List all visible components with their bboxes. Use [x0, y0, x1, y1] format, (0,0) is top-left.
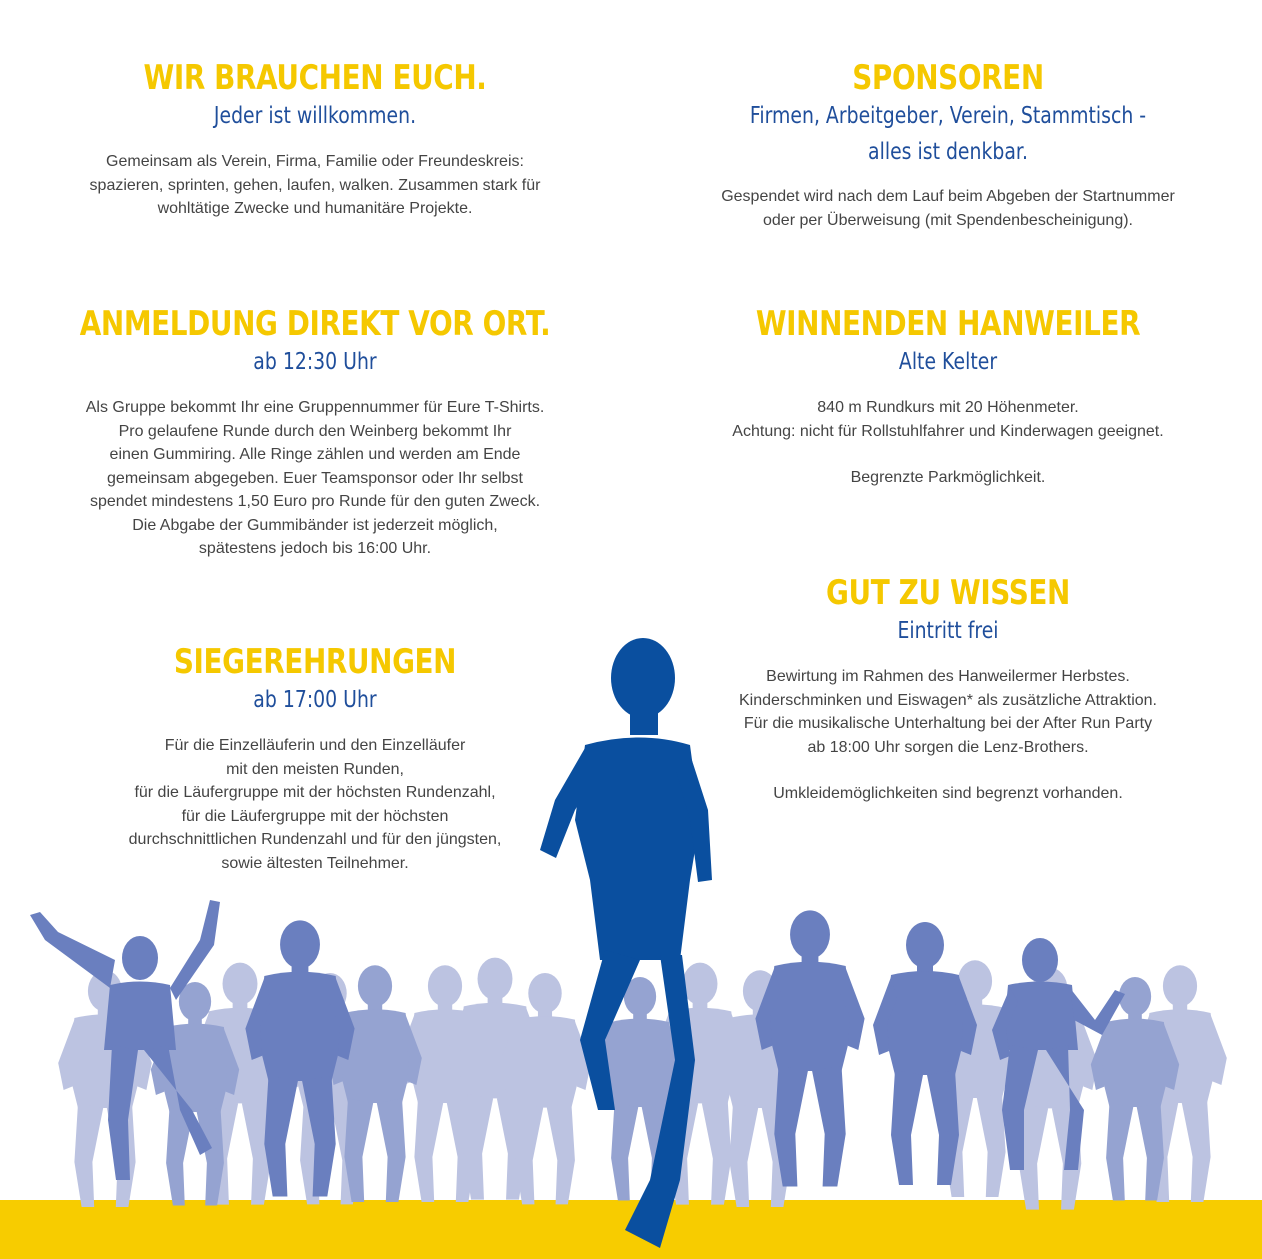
- section-sponsoren: [648, 58, 1248, 232]
- section-body: Gemeinsam als Verein, Firma, Familie oder Freundeskreis: spazieren, sprinten, gehen, laufen, walken. Zusammen stark für wohltätige Zwecke und humanitäre Projekte.: [89, 153, 541, 217]
- section-body: Für die Einzelläuferin und den Einzelläufer mit den meisten Runden, für die Läufergruppe mit der höchsten Rundenzahl, für die Läufergruppe mit der höchsten durchschnittlichen Rundenzahl und für den jüngsten, sowie ältesten Teilnehmer.: [128, 737, 502, 872]
- section-body: Gespendet wird nach dem Lauf beim Abgeben der Startnummer oder per Überweisung (mit Spendenbescheinigung).: [721, 188, 1175, 229]
- section-title: SIEGEREHRUNGEN: [173, 642, 457, 682]
- section-subtitle: Firmen, Arbeitgeber, Verein, Stammtisch -: [749, 103, 1147, 129]
- section-body: 840 m Rundkurs mit 20 Höhenmeter. Achtung: nicht für Rollstuhlfahrer und Kinderwagen geeignet. Begrenzte Parkmöglichkeit.: [732, 399, 1164, 486]
- section-title: SPONSOREN: [852, 58, 1044, 98]
- section-winnenden-hanweiler: [648, 304, 1248, 490]
- section-title: WIR BRAUCHEN EUCH.: [143, 58, 487, 98]
- section-subtitle: ab 17:00 Uhr: [253, 687, 377, 713]
- section-title: ANMELDUNG DIREKT VOR ORT.: [79, 304, 551, 344]
- section-wir-brauchen-euch: [15, 58, 615, 221]
- section-anmeldung: [15, 304, 615, 561]
- section-subtitle: Eintritt frei: [897, 618, 999, 644]
- section-siegerehrungen: [15, 642, 615, 875]
- section-body: Bewirtung im Rahmen des Hanweilermer Herbstes. Kinderschminken und Eiswagen* als zusätzliche Attraktion. Für die musikalische Unterhaltung bei der After Run Party ab 18:00 Uhr sorgen die Lenz-Brothers. Umkleidemöglichkeiten sind begrenzt vorhanden.: [739, 668, 1157, 802]
- section-subtitle: Alte Kelter: [898, 349, 998, 375]
- section-title: GUT ZU WISSEN: [826, 573, 1070, 613]
- section-gut-zu-wissen: [648, 573, 1248, 806]
- section-title: WINNENDEN HANWEILER: [755, 304, 1141, 344]
- section-subtitle-2: alles ist denkbar.: [868, 139, 1028, 165]
- section-subtitle: Jeder ist willkommen.: [213, 103, 417, 129]
- section-body: Als Gruppe bekommt Ihr eine Gruppennummer für Eure T-Shirts. Pro gelaufene Runde durch den Weinberg bekommt Ihr einen Gummiring. Alle Ringe zählen und werden am Ende gemeinsam abgegeben. Euer Teamsponsor oder Ihr selbst spendet mindestens 1,50 Euro pro Runde für den guten Zweck. Die Abgabe der Gummibänder ist jederzeit möglich, spätestens jedoch bis 16:00 Uhr.: [85, 399, 545, 557]
- section-subtitle: ab 12:30 Uhr: [253, 349, 377, 375]
